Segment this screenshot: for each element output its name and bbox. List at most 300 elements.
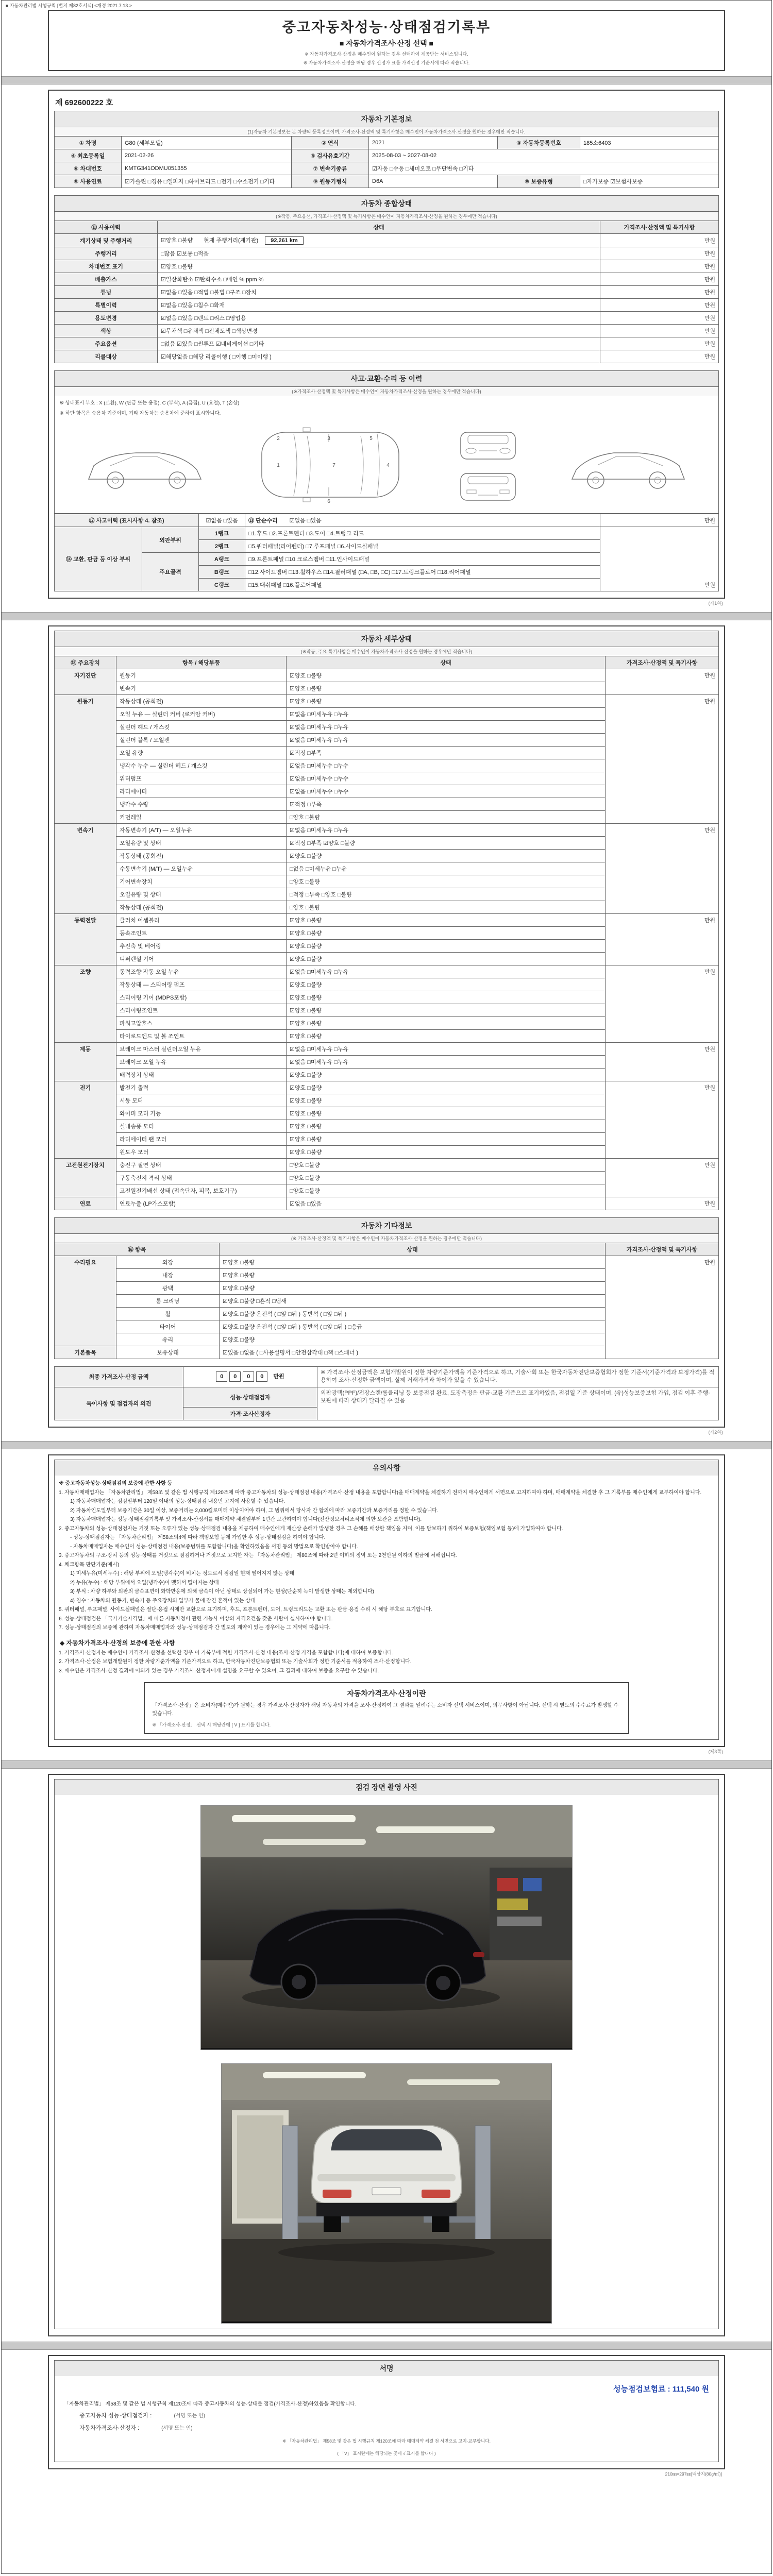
part-cell: 구동축전지 격리 상태 xyxy=(116,1172,287,1184)
warranty-notice-line: 1. 가격조사·산정자는 매수인이 가격조사·산정을 선택한 경우 이 기록부에 적힌 가격조사·산정 내용(조사·산정 가격을 포함합니다)에 대하여 보증합니다. xyxy=(59,1650,394,1656)
other-info-title: 자동차 기타정보 xyxy=(54,1217,719,1233)
other-part-cell: 타이어 xyxy=(116,1320,220,1333)
status-cell: □양호 □불량 xyxy=(287,875,606,888)
appraiser-sign-line xyxy=(79,2424,709,2432)
part-cell: 스티어링조인트 xyxy=(116,1004,287,1017)
status-cell: ☑양호 □불량 xyxy=(287,1017,606,1030)
detail-price-cell xyxy=(606,862,719,875)
detail-price-cell xyxy=(606,927,719,940)
inspection-photo-2 xyxy=(221,2063,552,2324)
usage-item-label: 튜닝 xyxy=(55,286,158,299)
other-part-cell: 외장 xyxy=(116,1256,220,1269)
vin-label: ⑥ 차대번호 xyxy=(55,162,122,175)
detail-price-cell: 만원 xyxy=(606,669,719,682)
part-cell: 고전원전기배선 상태 (접속단자, 피복, 보호기구) xyxy=(116,1184,287,1197)
inspection-photo-1 xyxy=(200,1805,573,2050)
price-warranty-title: ◆ 자동차가격조사·산정의 보증에 관한 사항 xyxy=(60,1639,175,1647)
notice-line: 3) 부식 : 차량 하부와 외판의 금속표면이 화학반응에 의해 금속이 아닌 상태로 상실되어 가는 현상(단순히 녹이 발생한 상태는 제외합니다) xyxy=(70,1589,374,1595)
vin-value: KMTG341ODMU051355 xyxy=(122,162,292,175)
detail-price-cell xyxy=(606,940,719,953)
signature-section xyxy=(48,2355,725,2469)
detail-row xyxy=(55,824,719,837)
detail-row xyxy=(55,991,719,1004)
section-divider xyxy=(2,1441,771,1449)
usage-item-label: 주요옵션 xyxy=(55,337,158,350)
inspector-sign-line xyxy=(79,2411,709,2419)
header-note-1: ※ 자동차가격조사·산정은 매수인이 원하는 경우 선택하여 제공받는 서비스입니다. xyxy=(305,52,468,57)
notice-line: 3. 중고자동차의 구조·장치 등의 성능·상태를 거짓으로 점검하거나 거짓으로 고지한 자는 「자동차관리법」 제80조에 따라 2년 이하의 징역 또는 2천만원 이하의 벌금에 처해집니다. xyxy=(59,1553,457,1559)
detail-price-cell xyxy=(606,850,719,862)
status-cell: □없음 □미세누유 □누유 xyxy=(287,862,606,875)
rank-b-checkboxes: □12.사이드멤버 □13.휠하우스 □14.필러패널 (□A, □B, □C) □17.트렁크플로어 □18.리어패널 xyxy=(245,566,600,579)
detail-row xyxy=(55,811,719,824)
device-cell xyxy=(55,1184,116,1197)
device-header: ⑮ 주요장치 xyxy=(55,656,116,669)
info-box-body: 「가격조사·산정」은 소비자(매수인)가 원하는 경우 가격조사·산정자가 해당 자동차의 가격을 조사·산정하여 그 결과를 알려주는 소비자 선택 서비스이며, 의무사항이 아닙니다. 선택 시 별도의 수수료가 발생할 수 있습니다. xyxy=(152,1703,619,1717)
odometer-status-checkboxes: ☑양호 □불량 xyxy=(161,238,193,244)
detail-condition-caption: (※작동, 주요 특기사항은 매수인이 자동차가격조사·산정을 원하는 경우에만 적습니다) xyxy=(54,647,719,656)
notice-line: 4) 침수 : 자동차의 원동기, 변속기 등 주요장치의 일부가 물에 잠긴 흔적이 있는 상태 xyxy=(70,1598,256,1604)
warranty-type-checkboxes: □자가보증 ☑보험사보증 xyxy=(580,175,719,188)
device-cell xyxy=(55,978,116,991)
other-row xyxy=(55,1282,719,1295)
notice-line: 6. 성능·상태점검은 「국가기술자격법」에 따른 자동차정비 관련 기능사 이상의 자격요건을 갖춘 사람이 실시하여야 합니다. xyxy=(59,1616,333,1622)
panel-number-sill: 6 xyxy=(327,499,330,504)
overall-row xyxy=(55,337,719,350)
other-group-cell xyxy=(55,1320,116,1333)
device-cell xyxy=(55,862,116,875)
detail-row xyxy=(55,862,719,875)
device-cell xyxy=(55,1172,116,1184)
overall-row xyxy=(55,286,719,299)
device-cell xyxy=(55,1146,116,1159)
detail-row xyxy=(55,798,719,811)
form-reference-note: ■ 자동차관리법 시행규칙 [별지 제82호서식] <개정 2021.7.13.> xyxy=(6,3,132,8)
status-cell: ☑없음 □미세누수 □누수 xyxy=(287,759,606,772)
detail-price-cell xyxy=(606,901,719,914)
device-cell xyxy=(55,927,116,940)
state-code-legend-2: ※ 하단 항목은 승용차 기준이며, 기타 자동차는 승용차에 준하여 표시합니다. xyxy=(60,411,221,416)
rank1-checkboxes: □1.후드 □2.프론트펜더 □3.도어 □4.트렁크 리드 xyxy=(245,527,600,540)
other-part-cell: 내장 xyxy=(116,1269,220,1282)
device-cell xyxy=(55,798,116,811)
device-cell xyxy=(55,1120,116,1133)
panel-number-fender: 2 xyxy=(277,436,280,442)
other-status-cell: ☑양호 □불량 xyxy=(220,1269,606,1282)
device-cell xyxy=(55,1133,116,1146)
car-diagram-panel xyxy=(54,418,719,514)
car-side-view-left xyxy=(79,435,208,497)
overall-row xyxy=(55,325,719,337)
usage-item-label: 색상 xyxy=(55,325,158,337)
inspector-opinion-text: 외판광택(PPF)/전장스캔/룸클리닝 등 보증점검 완료, 도장측정은 판금·교환 기준으로 표기하였음, 점검일 기준 상태이며, (유)성능보증보험 가입, 점검 이후 주행·보관에 따라 상태가 달라질 수 있음 xyxy=(317,1387,719,1407)
other-group-cell: 기본품목 xyxy=(55,1346,116,1359)
detail-row xyxy=(55,1184,719,1197)
car-top-view xyxy=(251,425,411,507)
device-cell: 전기 xyxy=(55,1081,116,1094)
notice-line: 1. 자동차매매업자는 「자동차관리법」 제58조 및 같은 법 시행규칙 제120조에 따라 중고자동차의 성능·상태점검 내용(가격조사·산정 내용을 포함합니다)을 매매계약을 체결하기 전까지 매수인에게 서면으로 고지하여야 하며, 매매계약을 체결한 후 그 기록부를 매수인에게 교부하여야 합니다. xyxy=(59,1489,702,1496)
part-cell: 오일유량 및 상태 xyxy=(116,888,287,901)
overall-row xyxy=(55,312,719,325)
opinion-row-1 xyxy=(55,1387,719,1407)
signature-footnote-1: ※ 「자동차관리법」 제58조 및 같은 법 시행규칙 제120조에 따라 매매계약 체결 전 서면으로 고지·교부합니다. xyxy=(282,2438,491,2444)
fuel-label: ⑧ 사용연료 xyxy=(55,175,122,188)
photo-area xyxy=(54,1795,719,2329)
detail-row xyxy=(55,1094,719,1107)
other-status-cell: ☑양호 □불량 xyxy=(220,1282,606,1295)
accident-row xyxy=(55,514,719,527)
transmission-checkboxes: ☑자동 □수동 □세미오토 □무단변속 □기타 xyxy=(369,162,719,175)
usage-item-price: 만원 xyxy=(600,325,719,337)
info-box-title: 자동차가격조사·산정이란 xyxy=(347,1689,426,1698)
simple-repair-checkboxes: ☑없음 □있음 xyxy=(289,518,322,524)
part-cell: 워터펌프 xyxy=(116,772,287,785)
status-cell: ☑양호 □불량 xyxy=(287,1004,606,1017)
usage-item-status: □많음 ☑보통 □적음 xyxy=(158,247,600,260)
other-status-cell: ☑양호 □불량 xyxy=(220,1333,606,1346)
engine-type-label: ⑨ 원동기형식 xyxy=(292,175,369,188)
other-group-cell: 수리필요 xyxy=(55,1256,116,1269)
detail-row xyxy=(55,850,719,862)
detail-price-cell xyxy=(606,1017,719,1030)
appraiser-opinion-label: 가격·조사산정자 xyxy=(183,1408,317,1420)
other-item-header: ⑯ 항목 xyxy=(55,1243,220,1256)
detail-price-cell xyxy=(606,888,719,901)
signature-body xyxy=(54,2376,719,2462)
part-cell: 추진축 및 베어링 xyxy=(116,940,287,953)
detail-row xyxy=(55,837,719,850)
part-cell: 커먼레일 xyxy=(116,811,287,824)
status-cell: ☑양호 □불량 xyxy=(287,1146,606,1159)
detail-price-cell xyxy=(606,721,719,734)
usage-item-price: 만원 xyxy=(600,247,719,260)
detail-row xyxy=(55,953,719,965)
detail-row xyxy=(55,1030,719,1043)
part-cell: 등속조인트 xyxy=(116,927,287,940)
device-cell: 변속기 xyxy=(55,824,116,837)
detail-price-cell xyxy=(606,759,719,772)
detail-price-cell xyxy=(606,1056,719,1069)
device-cell xyxy=(55,901,116,914)
detail-price-cell xyxy=(606,1133,719,1146)
notice-line: 2. 중고자동차의 성능·상태점검자는 거짓 또는 오류가 있는 성능·상태점검 내용을 제공하여 매수인에게 재산상 손해가 발생한 경우 그 손해를 배상할 책임을 지며, 이를 담보하기 위하여 보증보험(책임보험 등)에 가입하여야 합니다. xyxy=(59,1526,563,1532)
detail-price-cell xyxy=(606,1172,719,1184)
status-cell: ☑양호 □불량 xyxy=(287,978,606,991)
usage-item-status: ☑해당없음 □해당 리콜이행 ( □이행 □미이행 ) xyxy=(158,350,600,363)
status-cell: ☑양호 □불량 xyxy=(287,991,606,1004)
item-part-header: 항목 / 해당부품 xyxy=(116,656,287,669)
detail-row xyxy=(55,914,719,927)
part-cell: 수동변속기 (M/T) — 오일누유 xyxy=(116,862,287,875)
device-cell xyxy=(55,1030,116,1043)
notice-line: 5. 쿼터패널, 루프패널, 사이드실패널은 절단·용접 시에만 교환으로 표기하며, 후드, 프론트펜더, 도어, 트렁크리드는 교환 또는 판금·용접 수리 시 해당 부호로 표기합니다. xyxy=(59,1607,432,1613)
usage-item-status: ☑일산화탄소 ☑탄화수소 □매연 % ppm % xyxy=(158,273,600,286)
detail-row xyxy=(55,888,719,901)
car-rear-view xyxy=(455,468,522,504)
paper-size-note: 210㎜×297㎜[백상지(80g/㎡)] xyxy=(665,2471,722,2477)
outer-panel-label: 외판부위 xyxy=(142,527,199,553)
status-cell: ☑양호 □불량 xyxy=(287,940,606,953)
other-info-caption: (※ 가격조사·산정액 및 특기사항은 매수인이 자동차가격조사·산정을 원하는 경우에만 적습니다) xyxy=(54,1233,719,1243)
device-cell: 조향 xyxy=(55,965,116,978)
device-cell xyxy=(55,1069,116,1081)
reg-number-value: 185소6403 xyxy=(580,137,719,149)
basic-info-table xyxy=(54,136,719,188)
info-box-note: ※ 「가격조사·산정」 선택 시 해당란에 [ V ] 표시를 합니다. xyxy=(152,1722,271,1728)
detail-price-cell: 만원 xyxy=(606,1159,719,1172)
device-cell xyxy=(55,785,116,798)
other-row xyxy=(55,1308,719,1320)
usage-item-status: ☑없음 □있음 □침수 □화재 xyxy=(158,299,600,312)
status-cell: ☑적정 □부족 xyxy=(287,747,606,759)
inspection-period-value: 2025-08-03 ~ 2027-08-02 xyxy=(369,149,719,162)
detail-price-cell: 만원 xyxy=(606,965,719,978)
main-frame-label: 주요골격 xyxy=(142,553,199,591)
status-cell: ☑양호 □불량 xyxy=(287,850,606,862)
notice-line: - 성능·상태점검자는 「자동차관리법」 제58조의4에 따라 책임보험 등에 가입한 후 성능·상태점검을 하여야 합니다. xyxy=(70,1535,326,1541)
other-status-cell: ☑양호 □불량 운전석 ( □앞 □뒤 ) 동반석 ( □앞 □뒤 ) xyxy=(220,1308,606,1320)
part-cell: 자동변속기 (A/T) — 오일누유 xyxy=(116,824,287,837)
rank2-label: 2랭크 xyxy=(199,540,245,553)
usage-item-price: 만원 xyxy=(600,312,719,325)
detail-row xyxy=(55,1043,719,1056)
detail-price-cell xyxy=(606,708,719,721)
part-cell: 냉각수 수량 xyxy=(116,798,287,811)
other-status-cell: ☑양호 □불량 □흔적 □냄새 xyxy=(220,1295,606,1308)
detail-header-row xyxy=(55,656,719,669)
overall-condition-title: 자동차 종합상태 xyxy=(54,195,719,211)
usage-item-price: 만원 xyxy=(600,286,719,299)
detail-price-cell xyxy=(606,1030,719,1043)
device-cell: 원동기 xyxy=(55,695,116,708)
panel-number-quarter: 5 xyxy=(369,436,373,442)
detail-row xyxy=(55,1081,719,1094)
part-cell: 냉각수 누수 — 실린더 헤드 / 개스킷 xyxy=(116,759,287,772)
part-cell: 스티어링 기어 (MDPS포함) xyxy=(116,991,287,1004)
detail-row xyxy=(55,1107,719,1120)
status-cell: ☑없음 □미세누유 □누유 xyxy=(287,734,606,747)
notice-line: 1) 미세누유(미세누수) : 해당 부위에 오일(냉각수)이 비치는 정도로서 점검일 현재 떨어지지 않는 상태 xyxy=(70,1571,295,1577)
detail-status-header: 상태 xyxy=(287,656,606,669)
part-cell: 브레이크 마스터 실린더오일 누유 xyxy=(116,1043,287,1056)
usage-item-label: 특별이력 xyxy=(55,299,158,312)
detail-row xyxy=(55,1172,719,1184)
status-cell: ☑양호 □불량 xyxy=(287,927,606,940)
detail-row xyxy=(55,927,719,940)
status-cell: ☑없음 □미세누유 □누유 xyxy=(287,824,606,837)
basic-row-2 xyxy=(55,149,719,162)
detail-row xyxy=(55,901,719,914)
appraiser-opinion-text xyxy=(317,1408,719,1420)
panel-number-door: 3 xyxy=(327,436,330,442)
notice-line: 4. 체크항목 판단기준(예시) xyxy=(59,1562,120,1568)
accident-price-cell: 만원 xyxy=(600,514,719,527)
device-cell: 고전원전기장치 xyxy=(55,1159,116,1172)
part-cell: 원동기 xyxy=(116,669,287,682)
final-price-amount xyxy=(183,1367,317,1387)
signature-title: 서명 xyxy=(54,2360,719,2376)
detail-price-cell xyxy=(606,1184,719,1197)
amount-unit: 만원 xyxy=(273,1374,284,1380)
other-part-cell: 휠 xyxy=(116,1308,220,1320)
detail-row xyxy=(55,1069,719,1081)
notice-intro: ※ 중고자동차성능·상태점검의 보증에 관한 사항 등 xyxy=(59,1481,173,1487)
final-price-row xyxy=(55,1367,719,1387)
car-front-rear-views xyxy=(455,427,522,504)
usage-item-price: 만원 xyxy=(600,350,719,363)
device-cell xyxy=(55,734,116,747)
detail-row xyxy=(55,669,719,682)
device-cell: 제동 xyxy=(55,1043,116,1056)
detail-row xyxy=(55,978,719,991)
other-status-cell: ☑양호 □불량 운전석 ( □앞 □뒤 ) 동반석 ( □앞 □뒤 ) □응급 xyxy=(220,1320,606,1333)
final-price-note: ※ 가격조사·산정금액은 보험개발원이 정한 차량기준가액을 기준가격으로 하고, 기술사회 또는 한국자동차진단보증협회가 정한 기준서(기준가격과 보정가격)를 적용하여 조사·산정한 금액이며, 실제 거래가격과 차이가 있을 수 있습니다. xyxy=(317,1367,719,1387)
basic-row-4 xyxy=(55,175,719,188)
accident-history-title: 사고·교환·수리 등 이력 xyxy=(54,370,719,386)
model-year-label: ② 연식 xyxy=(292,137,369,149)
section-divider xyxy=(2,612,771,620)
usage-item-label: 주행거리 xyxy=(55,247,158,260)
part-cell: 오일유량 및 상태 xyxy=(116,837,287,850)
accident-history-checkboxes: ☑없음 □있음 xyxy=(199,514,245,527)
other-price-cell xyxy=(606,1346,719,1359)
detail-row xyxy=(55,1120,719,1133)
notice-line: 3) 자동차매매업자는 성능·상태점검기록부 및 가격조사·산정서를 매매계약 체결일부터 1년간 보관하여야 합니다(전산정보처리조직에 의한 보관을 포함합니다). xyxy=(70,1517,422,1523)
status-cell: □양호 □불량 xyxy=(287,1184,606,1197)
detail-price-cell xyxy=(606,734,719,747)
status-cell: □적정 □부족 □양호 □불량 xyxy=(287,888,606,901)
part-cell: 기어변속장치 xyxy=(116,875,287,888)
device-cell xyxy=(55,811,116,824)
status-cell: □양호 □불량 xyxy=(287,1159,606,1172)
simple-repair-cell xyxy=(245,514,600,527)
detail-price-cell xyxy=(606,1094,719,1107)
detail-price-cell xyxy=(606,747,719,759)
notice-line: - 자동차매매업자는 매수인이 성능·상태점검 내용(보증범위를 포함합니다)을 확인하였음을 서명 등의 방법으로 확인받아야 합니다. xyxy=(70,1544,358,1550)
part-cell: 라디에이터 팬 모터 xyxy=(116,1133,287,1146)
usage-item-status: ☑양호 □불량 xyxy=(158,260,600,273)
device-cell xyxy=(55,747,116,759)
other-info-table xyxy=(54,1243,719,1359)
section-divider xyxy=(2,2342,771,2350)
other-group-cell xyxy=(55,1333,116,1346)
current-mileage-label: 현재 주행거리(계기판) xyxy=(204,238,259,244)
detail-price-cell: 만원 xyxy=(606,1197,719,1210)
status-cell: ☑양호 □불량 xyxy=(287,1069,606,1081)
other-row xyxy=(55,1333,719,1346)
usage-item-status: ☑없음 □있음 □렌트 □리스 □영업용 xyxy=(158,312,600,325)
usage-item-label: 리콜대상 xyxy=(55,350,158,363)
part-cell: 배력장치 상태 xyxy=(116,1069,287,1081)
status-cell: □양호 □불량 xyxy=(287,901,606,914)
rank1-label: 1랭크 xyxy=(199,527,245,540)
usage-item-price: 만원 xyxy=(600,273,719,286)
detail-condition-table xyxy=(54,656,719,1210)
other-header-row xyxy=(55,1243,719,1256)
other-price-cell xyxy=(606,1282,719,1295)
photo-section-title: 점검 장면 촬영 사진 xyxy=(54,1779,719,1795)
part-cell: 라디에이터 xyxy=(116,785,287,798)
detail-price-cell xyxy=(606,798,719,811)
overall-condition-table xyxy=(54,221,719,363)
other-price-cell xyxy=(606,1320,719,1333)
part-cell: 윈도우 모터 xyxy=(116,1146,287,1159)
usage-item-status: ☑무채색 □유채색 □전체도색 □색상변경 xyxy=(158,325,600,337)
rank-b-label: B랭크 xyxy=(199,566,245,579)
device-cell xyxy=(55,888,116,901)
status-cell: ☑양호 □불량 xyxy=(287,1133,606,1146)
detail-row xyxy=(55,721,719,734)
overall-row xyxy=(55,273,719,286)
device-cell xyxy=(55,991,116,1004)
device-cell xyxy=(55,850,116,862)
device-cell xyxy=(55,682,116,695)
usage-item-label: 용도변경 xyxy=(55,312,158,325)
detail-price-cell xyxy=(606,1146,719,1159)
odometer-price-cell: 만원 xyxy=(600,234,719,247)
device-cell xyxy=(55,1094,116,1107)
other-group-cell xyxy=(55,1308,116,1320)
opinion-label: 특이사항 및 점검자의 의견 xyxy=(55,1387,183,1420)
part-cell: 와이퍼 모터 기능 xyxy=(116,1107,287,1120)
detail-price-cell xyxy=(606,811,719,824)
amount-digit: 0 xyxy=(229,1371,241,1382)
overall-condition-caption: (※작동, 주요옵션, 가격조사·산정액 및 특기사항은 매수인이 자동차가격조사·산정을 원하는 경우에만 적습니다) xyxy=(54,211,719,221)
part-cell: 시동 모터 xyxy=(116,1094,287,1107)
section-divider xyxy=(2,76,771,84)
device-cell xyxy=(55,759,116,772)
part-cell: 동력조향 작동 오일 누유 xyxy=(116,965,287,978)
basic-row-3 xyxy=(55,162,719,175)
detail-price-cell: 만원 xyxy=(606,695,719,708)
inspector-seal-note: (서명 또는 인) xyxy=(174,2413,205,2419)
status-cell: ☑양호 □불량 xyxy=(287,1120,606,1133)
usage-item-price: 만원 xyxy=(600,337,719,350)
detail-price-cell xyxy=(606,1069,719,1081)
part-cell: 실린더 헤드 / 개스킷 xyxy=(116,721,287,734)
appraiser-seal-note: (서명 또는 인) xyxy=(161,2426,193,2432)
other-status-cell: ☑양호 □불량 xyxy=(220,1256,606,1269)
section-divider xyxy=(2,1760,771,1769)
amount-digit: 0 xyxy=(216,1371,227,1382)
rank2-checkboxes: □5.쿼터패널(리어펜더) □7.루프패널 □6.사이드실패널 xyxy=(245,540,600,553)
usage-item-label: 차대번호 표기 xyxy=(55,260,158,273)
overall-row xyxy=(55,260,719,273)
notice-line: 1) 자동차매매업자는 점검일부터 120일 이내의 성능·상태점검 내용만 고지에 사용할 수 있습니다. xyxy=(70,1499,285,1505)
lift-photo-scene xyxy=(222,2064,551,2321)
status-cell: ☑없음 □미세누유 □누유 xyxy=(287,708,606,721)
page2-section xyxy=(48,625,725,1428)
price-appraisal-info-box xyxy=(144,1682,629,1734)
part-cell: 오일 누유 — 실린더 커버 (로커암 커버) xyxy=(116,708,287,721)
rank-c-label: C랭크 xyxy=(199,579,245,591)
overall-row xyxy=(55,247,719,260)
other-group-cell xyxy=(55,1295,116,1308)
status-cell: ☑양호 □불량 xyxy=(287,695,606,708)
status-cell: ☑없음 □미세누유 □누유 xyxy=(287,721,606,734)
detail-row xyxy=(55,708,719,721)
document-title: 중고자동차성능·상태점검기록부 xyxy=(282,20,491,35)
detail-price-cell xyxy=(606,978,719,991)
part-cell: 실린더 블록 / 오일팬 xyxy=(116,734,287,747)
status-cell: □양호 □불량 xyxy=(287,1172,606,1184)
detail-row xyxy=(55,1133,719,1146)
engine-type-value: D6A xyxy=(369,175,498,188)
panel-number-roof: 7 xyxy=(332,463,335,468)
first-reg-value: 2021-02-26 xyxy=(122,149,292,162)
detail-price-cell: 만원 xyxy=(606,1081,719,1094)
status-cell: ☑없음 □미세누유 □누유 xyxy=(287,965,606,978)
